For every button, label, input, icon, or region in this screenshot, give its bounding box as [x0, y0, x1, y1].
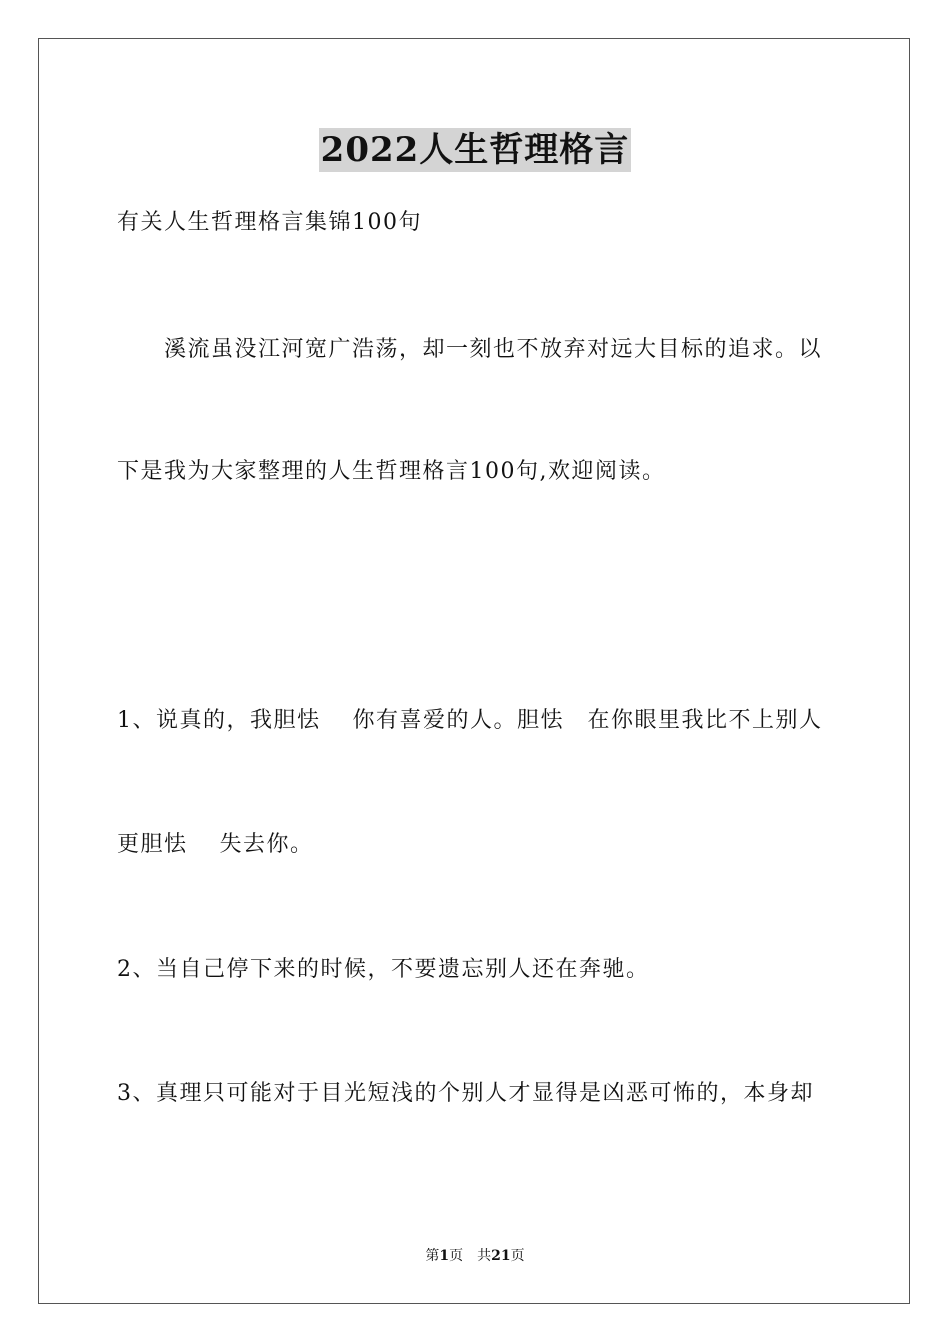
quote-1-line-2: 更胆怯 失去你。 [117, 832, 314, 857]
document-title: 2022人生哲理格言 [320, 130, 630, 170]
footer-page-current: 1 [439, 1248, 450, 1264]
quote-3-line-1: 3、真理只可能对于目光短浅的个别人才显得是凶恶可怖的，本身却 [117, 1081, 814, 1106]
title-container [0, 128, 950, 172]
paragraph-line-1: 溪流虽没江河宽广浩荡，却一刻也不放弃对远大目标的追求。以 [117, 337, 823, 362]
footer-page-total: 21 [491, 1248, 511, 1264]
quote-2-line-1: 2、当自己停下来的时候，不要遗忘别人还在奔驰。 [117, 957, 650, 982]
page-footer [0, 1247, 950, 1265]
document-subtitle: 有关人生哲理格言集锦100句 [117, 210, 422, 235]
quote-1-line-1: 1、说真的，我胆怯 你有喜爱的人。胆怯 在你眼里我比不上别人 [117, 708, 823, 733]
footer-prefix: 第 [425, 1248, 440, 1264]
footer-suffix: 页 [510, 1248, 525, 1264]
paragraph-line-2: 下是我为大家整理的人生哲理格言100句,欢迎阅读。 [117, 459, 666, 484]
footer-mid: 页 共 [449, 1248, 492, 1264]
